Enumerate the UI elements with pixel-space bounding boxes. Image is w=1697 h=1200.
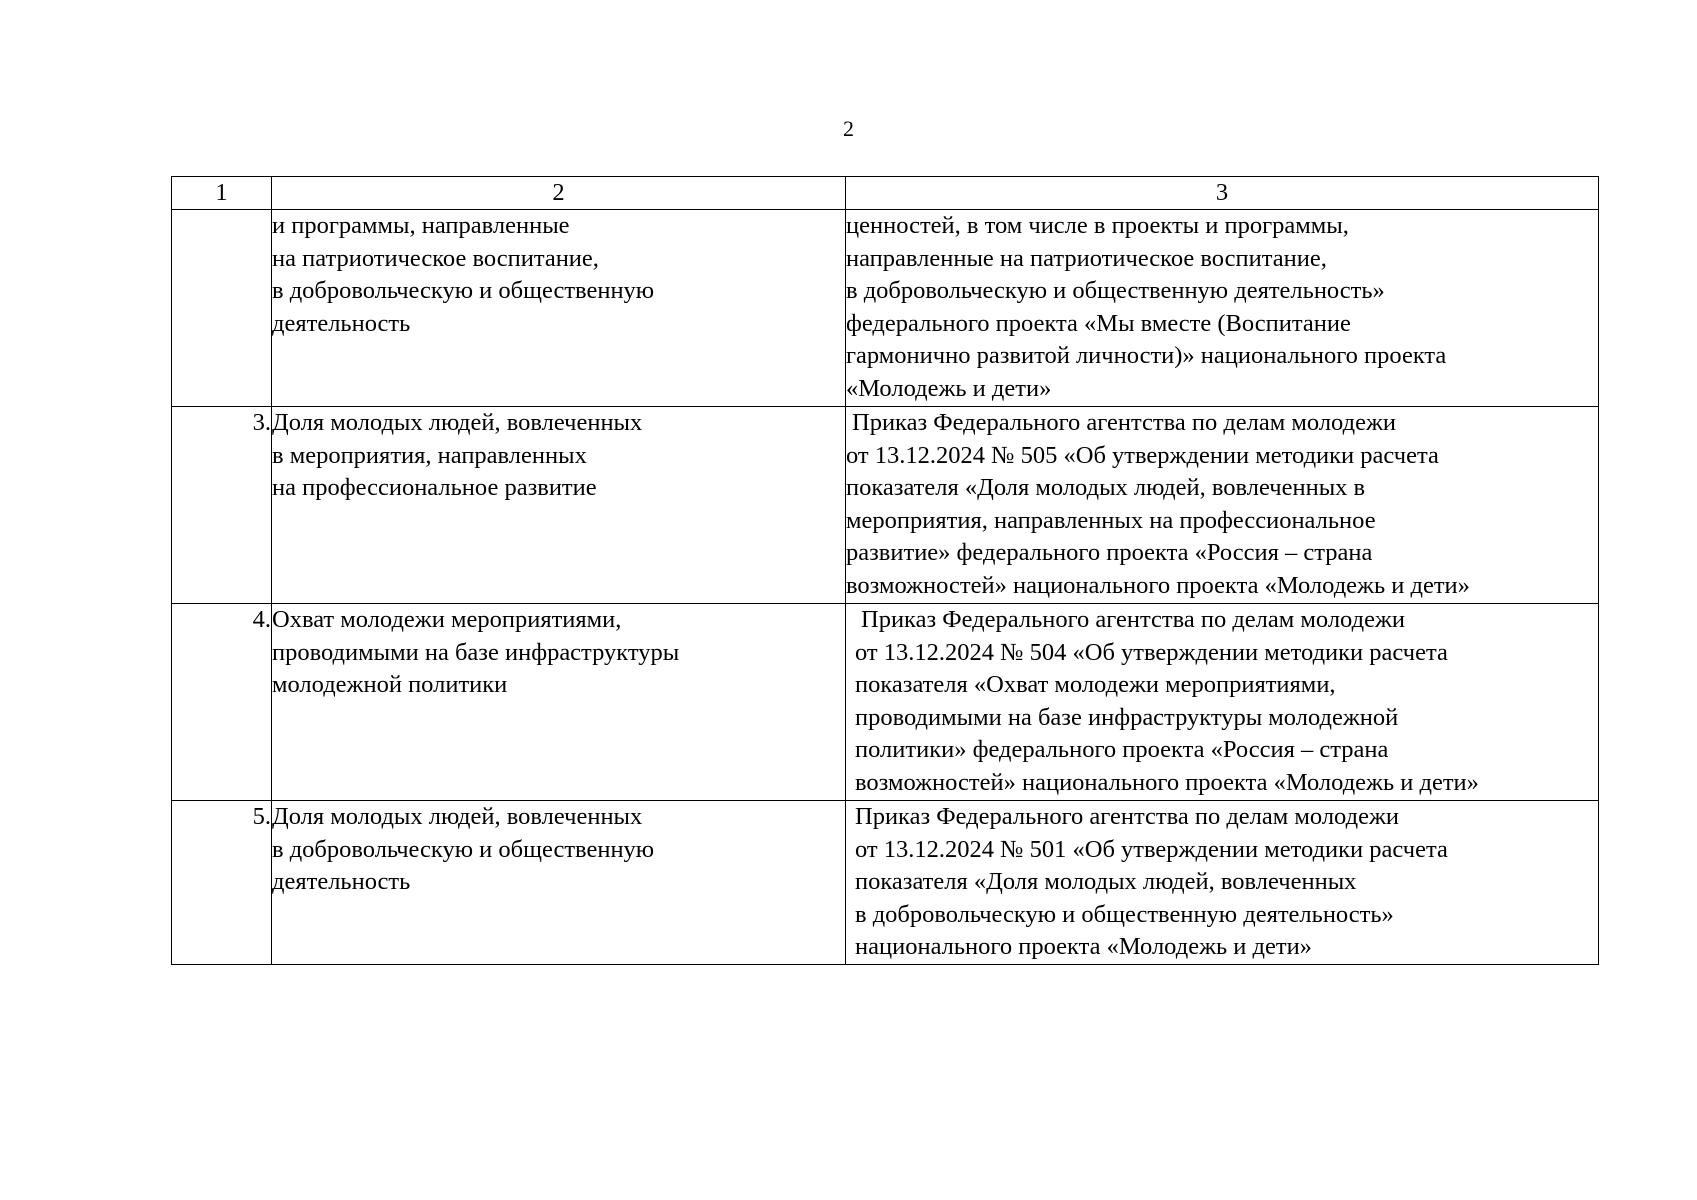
indicator-name — [272, 210, 846, 407]
text-line: Приказ Федерального агентства по делам молодежи — [861, 606, 1405, 633]
table-row — [172, 801, 1599, 965]
text-line: «Молодежь и дети» — [846, 374, 1052, 402]
text-line: гармонично развитой личности)» национального проекта — [846, 342, 1447, 370]
text-line: показателя «Охват молодежи мероприятиями, — [855, 671, 1336, 699]
page-number: 2 — [843, 116, 854, 141]
text-line: деятельность — [272, 309, 411, 337]
text-line: Доля молодых людей, вовлеченных — [272, 409, 643, 436]
header-cell-1: 1 — [172, 177, 272, 210]
text-line: деятельность — [272, 868, 411, 896]
text-line: на профессиональное развитие — [272, 474, 597, 502]
source-document — [846, 407, 1599, 604]
row-number: 4. — [172, 604, 272, 801]
text-line: национального проекта «Молодежь и дети» — [855, 933, 1312, 961]
text-line: политики» федерального проекта «Россия – страна — [855, 736, 1389, 764]
text-line: показателя «Доля молодых людей, вовлеченных в — [846, 474, 1366, 502]
text-line: показателя «Доля молодых людей, вовлеченных — [855, 868, 1357, 896]
source-document — [846, 604, 1599, 801]
row-number: 5. — [172, 801, 272, 965]
indicator-name — [272, 407, 846, 604]
text-line: Охват молодежи мероприятиями, — [272, 606, 622, 633]
text-line: от 13.12.2024 № 501 «Об утверждении методики расчета — [855, 835, 1448, 863]
indicator-name — [272, 604, 846, 801]
text-line: Доля молодых людей, вовлеченных — [272, 803, 643, 830]
text-line: ценностей, в том числе в проекты и программы, — [846, 212, 1349, 239]
text-line: федерального проекта «Мы вместе (Воспитание — [846, 309, 1351, 337]
header-cell-2: 2 — [272, 177, 846, 210]
text-line: проводимыми на базе инфраструктуры молодежной — [855, 703, 1399, 731]
table-row — [172, 407, 1599, 604]
source-document — [846, 210, 1599, 407]
text-line: в добровольческую и общественную — [272, 277, 655, 305]
table-header-row — [172, 177, 1599, 210]
text-line: от 13.12.2024 № 504 «Об утверждении методики расчета — [855, 638, 1448, 666]
source-document — [846, 801, 1599, 965]
text-line: и программы, направленные — [272, 212, 570, 239]
table-row — [172, 210, 1599, 407]
header-cell-3: 3 — [846, 177, 1599, 210]
text-line: молодежной политики — [272, 671, 508, 699]
row-number: 3. — [172, 407, 272, 604]
text-line: мероприятия, направленных на профессиональное — [846, 506, 1376, 534]
text-line: Приказ Федерального агентства по делам молодежи — [855, 803, 1399, 830]
indicator-name — [272, 801, 846, 965]
text-line: на патриотическое воспитание, — [272, 244, 599, 272]
text-line: возможностей» национального проекта «Молодежь и дети» — [855, 768, 1479, 796]
table-row — [172, 604, 1599, 801]
text-line: развитие» федерального проекта «Россия – страна — [846, 539, 1373, 567]
row-number — [172, 210, 272, 407]
text-line: в добровольческую и общественную деятельность» — [846, 277, 1385, 305]
text-line: возможностей» национального проекта «Молодежь и дети» — [846, 571, 1470, 599]
indicators-table — [171, 176, 1599, 965]
text-line: в мероприятия, направленных — [272, 441, 587, 469]
text-line: направленные на патриотическое воспитание, — [846, 244, 1327, 272]
text-line: в добровольческую и общественную — [272, 835, 655, 863]
text-line: проводимыми на базе инфраструктуры — [272, 638, 680, 666]
text-line: в добровольческую и общественную деятельность» — [855, 900, 1394, 928]
text-line: от 13.12.2024 № 505 «Об утверждении методики расчета — [846, 441, 1439, 469]
text-line: Приказ Федерального агентства по делам молодежи — [852, 409, 1396, 436]
